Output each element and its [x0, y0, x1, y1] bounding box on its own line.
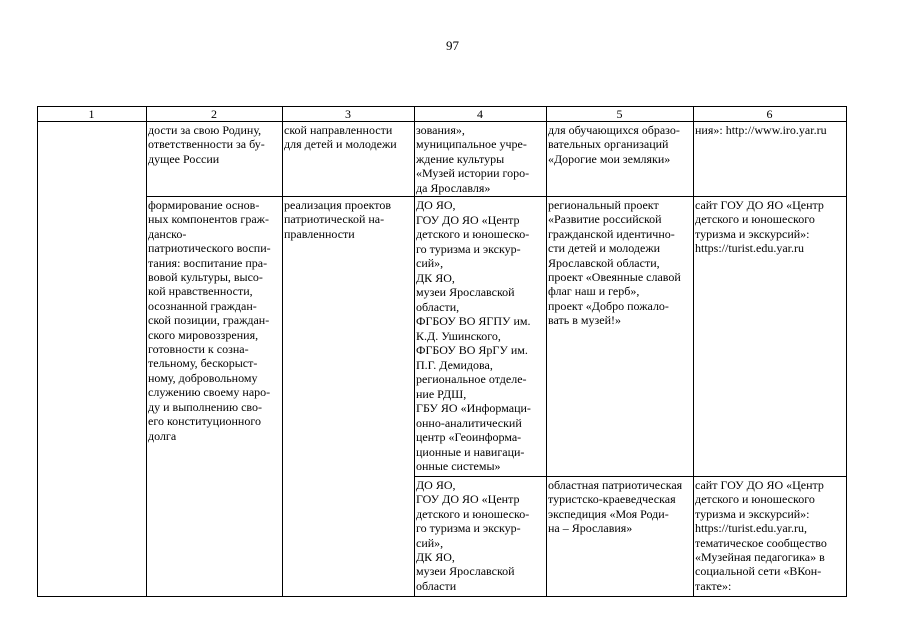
row2-col6-text: сайт ГОУ ДО ЯО «Центр детского и юношеского туризма и экскурсий»: https://turist.edu.yar.ru: [695, 198, 824, 256]
col-border-2: [282, 106, 283, 597]
row1-col6-text: ния»: http://www.iro.yar.ru: [695, 123, 827, 137]
col-border-6: [846, 106, 847, 597]
col-border-0: [37, 106, 38, 597]
col-border-3: [414, 106, 415, 597]
header-bottom-border: [37, 121, 847, 122]
header-col-4: 4: [477, 107, 483, 121]
row1-col2-text: дости за свою Родину, ответственности за бу- дущее России: [148, 123, 265, 166]
header-col-1: 1: [88, 107, 95, 121]
row1-col3-text: ской направленности для детей и молодежи: [284, 123, 397, 152]
row3-col5-text: областная патриотическая туристско-краеведческая экспедиция «Моя Роди- на – Ярославия»: [548, 478, 683, 536]
col-border-1: [146, 106, 147, 597]
row3-col6-text: сайт ГОУ ДО ЯО «Центр детского и юношеского туризма и экскурсий»: https://turist.edu.yar.ru, тематическое сообщество «Музейная педагогика» в социальной сети «ВКон- такте»:: [695, 478, 827, 593]
header-col-5: 5: [616, 107, 623, 121]
row3-col4-text: ДО ЯО, ГОУ ДО ЯО «Центр детского и юношеско- го туризма и экскур- сий», ДК ЯО, музеи Ярославской области: [416, 478, 530, 593]
col-border-5: [693, 106, 694, 597]
row1-col4-text: зования», муниципальное учре- ждение культуры «Музей истории горо- да Ярославля»: [416, 123, 530, 195]
table-bottom-border: [37, 596, 847, 597]
row1-col5-text: для обучающихся образо- вательных организаций «Дорогие мои земляки»: [548, 123, 680, 166]
row2-col3-text: реализация проектов патриотической на- правленности: [284, 198, 392, 241]
header-col-3: 3: [345, 107, 351, 121]
row1-bottom-border: [146, 196, 847, 197]
page-number: 97: [446, 38, 459, 53]
row2-col4-text: ДО ЯО, ГОУ ДО ЯО «Центр детского и юношеско- го туризма и экскур- сий», ДК ЯО, музеи Ярославской области, ФГБОУ ВО ЯГПУ им. К.Д. Ушинского, ФГБОУ ВО ЯрГУ им. П.Г. Демидова, региональное отделе- ние РДШ, ГБУ ЯО «Информаци- онно-аналитический центр «Геоинформа- ционные и навигаци- онные системы»: [416, 198, 531, 473]
header-col-6: 6: [766, 107, 773, 121]
col-border-4: [546, 106, 547, 597]
row2-bottom-border: [414, 476, 847, 477]
row2-col5-text: региональный проект «Развитие российской гражданской идентично- сти детей и молодежи Ярославской области, проект «Овеянные славой флаг наш и герб», проект «Добро пожало- вать в музей!»: [548, 198, 681, 328]
row2-col2-text: формирование основ- ных компонентов граж- данско- патриотического воспи- тания: воспитание пра- вовой культуры, высо- кой нравственности, осознанной граждан- ской позиции, граждан- ского мировоззрения, готовности к созна- тельному, бескорыст- ному, добровольному служению своему наро- ду и выполнению сво- его конституционного долга: [148, 198, 271, 443]
header-col-2: 2: [211, 107, 217, 121]
